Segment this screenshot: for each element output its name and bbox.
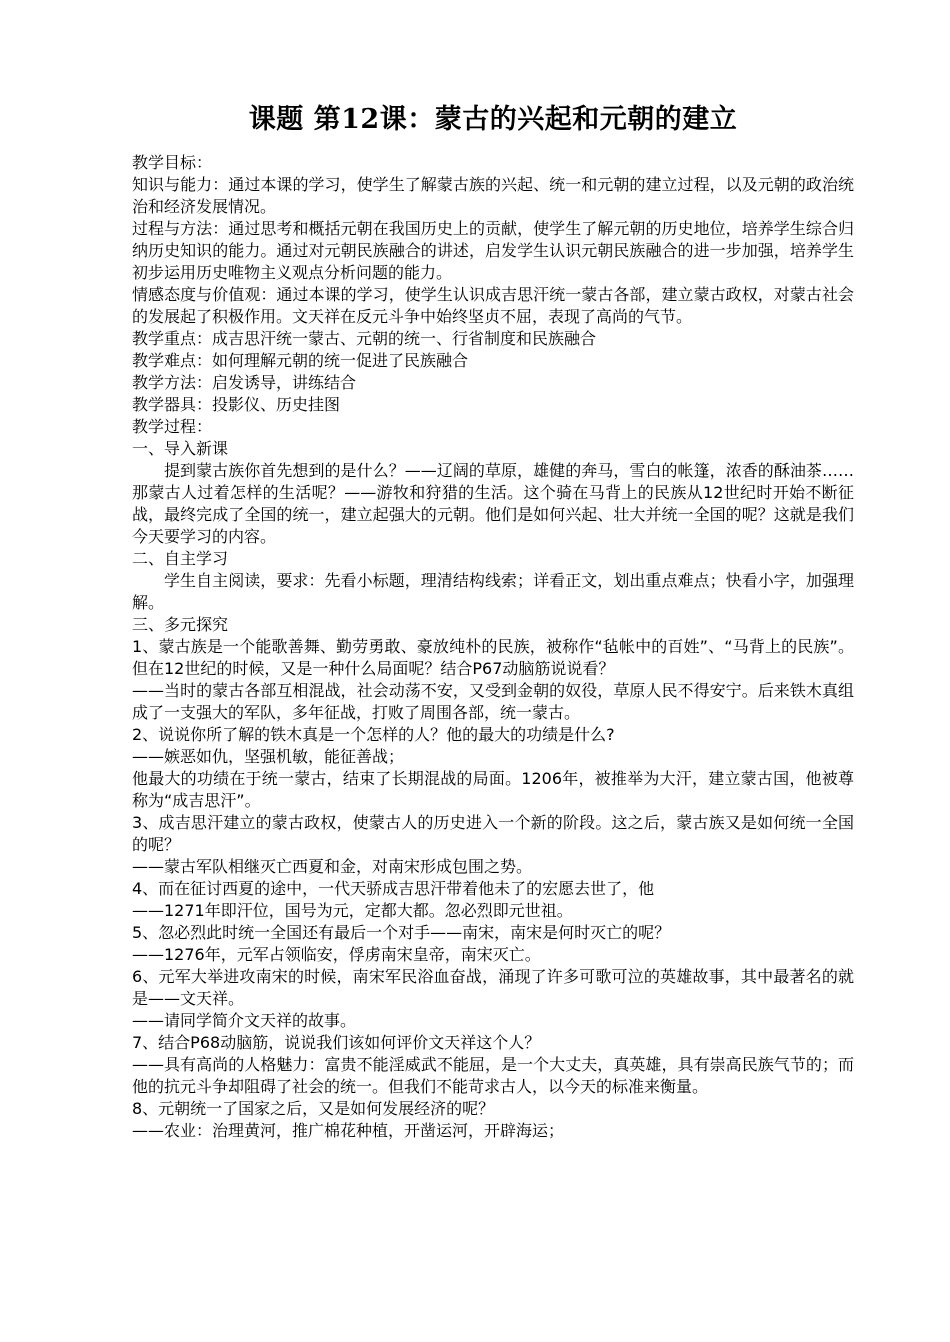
paragraph: 教学目标： [132, 153, 213, 172]
paragraph: ——具有高尚的人格魅力：富贵不能淫威武不能屈，是一个大丈夫，真英雄，具有崇高民族气节的；而他的抗元斗争却阻碍了社会的统一。但我们不能苛求古人，以今天的标准来衡量。 [132, 1055, 854, 1096]
paragraph: 知识与能力：通过本课的学习，使学生了解蒙古族的兴起、统一和元朝的建立过程，以及元朝的政治统治和经济发展情况。 [132, 175, 854, 216]
document-page [132, 100, 854, 1142]
paragraph: 3、成吉思汗建立的蒙古政权，使蒙古人的历史进入一个新的阶段。这之后，蒙古族又是如何统一全国的呢？ [132, 813, 854, 854]
paragraph: 1、蒙古族是一个能歌善舞、勤劳勇敢、豪放纯朴的民族，被称作“毡帐中的百姓”、“马背上的民族”。但在12世纪的时候，又是一种什么局面呢？结合P67动脑筋说说看？ [132, 637, 854, 678]
section-heading: 三、多元探究 [132, 615, 229, 634]
paragraph: 4、而在征讨西夏的途中，一代天骄成吉思汗带着他未了的宏愿去世了，他 [132, 879, 655, 898]
paragraph: ——1271年即汗位，国号为元，定都大都。忽必烈即元世祖。 [132, 901, 573, 920]
document-title: 课题 第12课：蒙古的兴起和元朝的建立 [248, 104, 738, 135]
paragraph: 5、忽必烈此时统一全国还有最后一个对手——南宋，南宋是何时灭亡的呢？ [132, 923, 671, 942]
paragraph: 教学难点：如何理解元朝的统一促进了民族融合 [132, 351, 469, 370]
paragraph: 教学器具：投影仪、历史挂图 [132, 395, 341, 414]
paragraph: 他最大的功绩在于统一蒙古，结束了长期混战的局面。1206年，被推举为大汗，建立蒙古国，他被尊称为“成吉思汗”。 [132, 769, 854, 810]
paragraph: ——农业：治理黄河，推广棉花种植，开凿运河，开辟海运； [132, 1121, 565, 1140]
paragraph: 8、元朝统一了国家之后，又是如何发展经济的呢？ [132, 1099, 495, 1118]
paragraph: 教学过程： [132, 417, 213, 436]
paragraph: 过程与方法：通过思考和概括元朝在我国历史上的贡献，使学生了解元朝的历史地位，培养学生综合归纳历史知识的能力。通过对元朝民族融合的讲述，启发学生认识元朝民族融合的进一步加强，培养学生初步运用历史唯物主义观点分析问题的能力。 [132, 219, 854, 282]
paragraph: ——嫉恶如仇，坚强机敏，能征善战； [132, 747, 405, 766]
paragraph: 6、元军大举进攻南宋的时候，南宋军民浴血奋战，涌现了许多可歌可泣的英雄故事，其中最著名的就是——文天祥。 [132, 967, 854, 1008]
paragraph: 提到蒙古族你首先想到的是什么？——辽阔的草原，雄健的奔马，雪白的帐篷，浓香的酥油茶……那蒙古人过着怎样的生活呢？——游牧和狩猎的生活。这个骑在马背上的民族从12世纪时开始不断征战，最终完成了全国的统一，建立起强大的元朝。他们是如何兴起、壮大并统一全国的呢？这就是我们今天要学习的内容。 [132, 461, 854, 546]
paragraph: 2、说说你所了解的铁木真是一个怎样的人？他的最大的功绩是什么? [132, 725, 615, 744]
section-heading: 二、自主学习 [132, 549, 229, 568]
section-heading: 一、导入新课 [132, 439, 229, 458]
paragraph: 学生自主阅读，要求：先看小标题，理清结构线索；详看正文，划出重点难点；快看小字，加强理解。 [132, 571, 854, 612]
document-body [132, 152, 854, 1142]
paragraph: 教学方法：启发诱导，讲练结合 [132, 373, 357, 392]
paragraph: ——1276年，元军占领临安，俘虏南宋皇帝，南宋灭亡。 [132, 945, 541, 964]
paragraph: ——蒙古军队相继灭亡西夏和金，对南宋形成包围之势。 [132, 857, 533, 876]
paragraph: ——请同学简介文天祥的故事。 [132, 1011, 357, 1030]
paragraph: 7、结合P68动脑筋，说说我们该如何评价文天祥这个人？ [132, 1033, 541, 1052]
paragraph: 教学重点：成吉思汗统一蒙古、元朝的统一、行省制度和民族融合 [132, 329, 597, 348]
paragraph: ——当时的蒙古各部互相混战，社会动荡不安，又受到金朝的奴役，草原人民不得安宁。后来铁木真组成了一支强大的军队，多年征战，打败了周围各部，统一蒙古。 [132, 681, 854, 722]
paragraph: 情感态度与价值观：通过本课的学习，使学生认识成吉思汗统一蒙古各部，建立蒙古政权，对蒙古社会的发展起了积极作用。文天祥在反元斗争中始终坚贞不屈，表现了高尚的气节。 [132, 285, 854, 326]
